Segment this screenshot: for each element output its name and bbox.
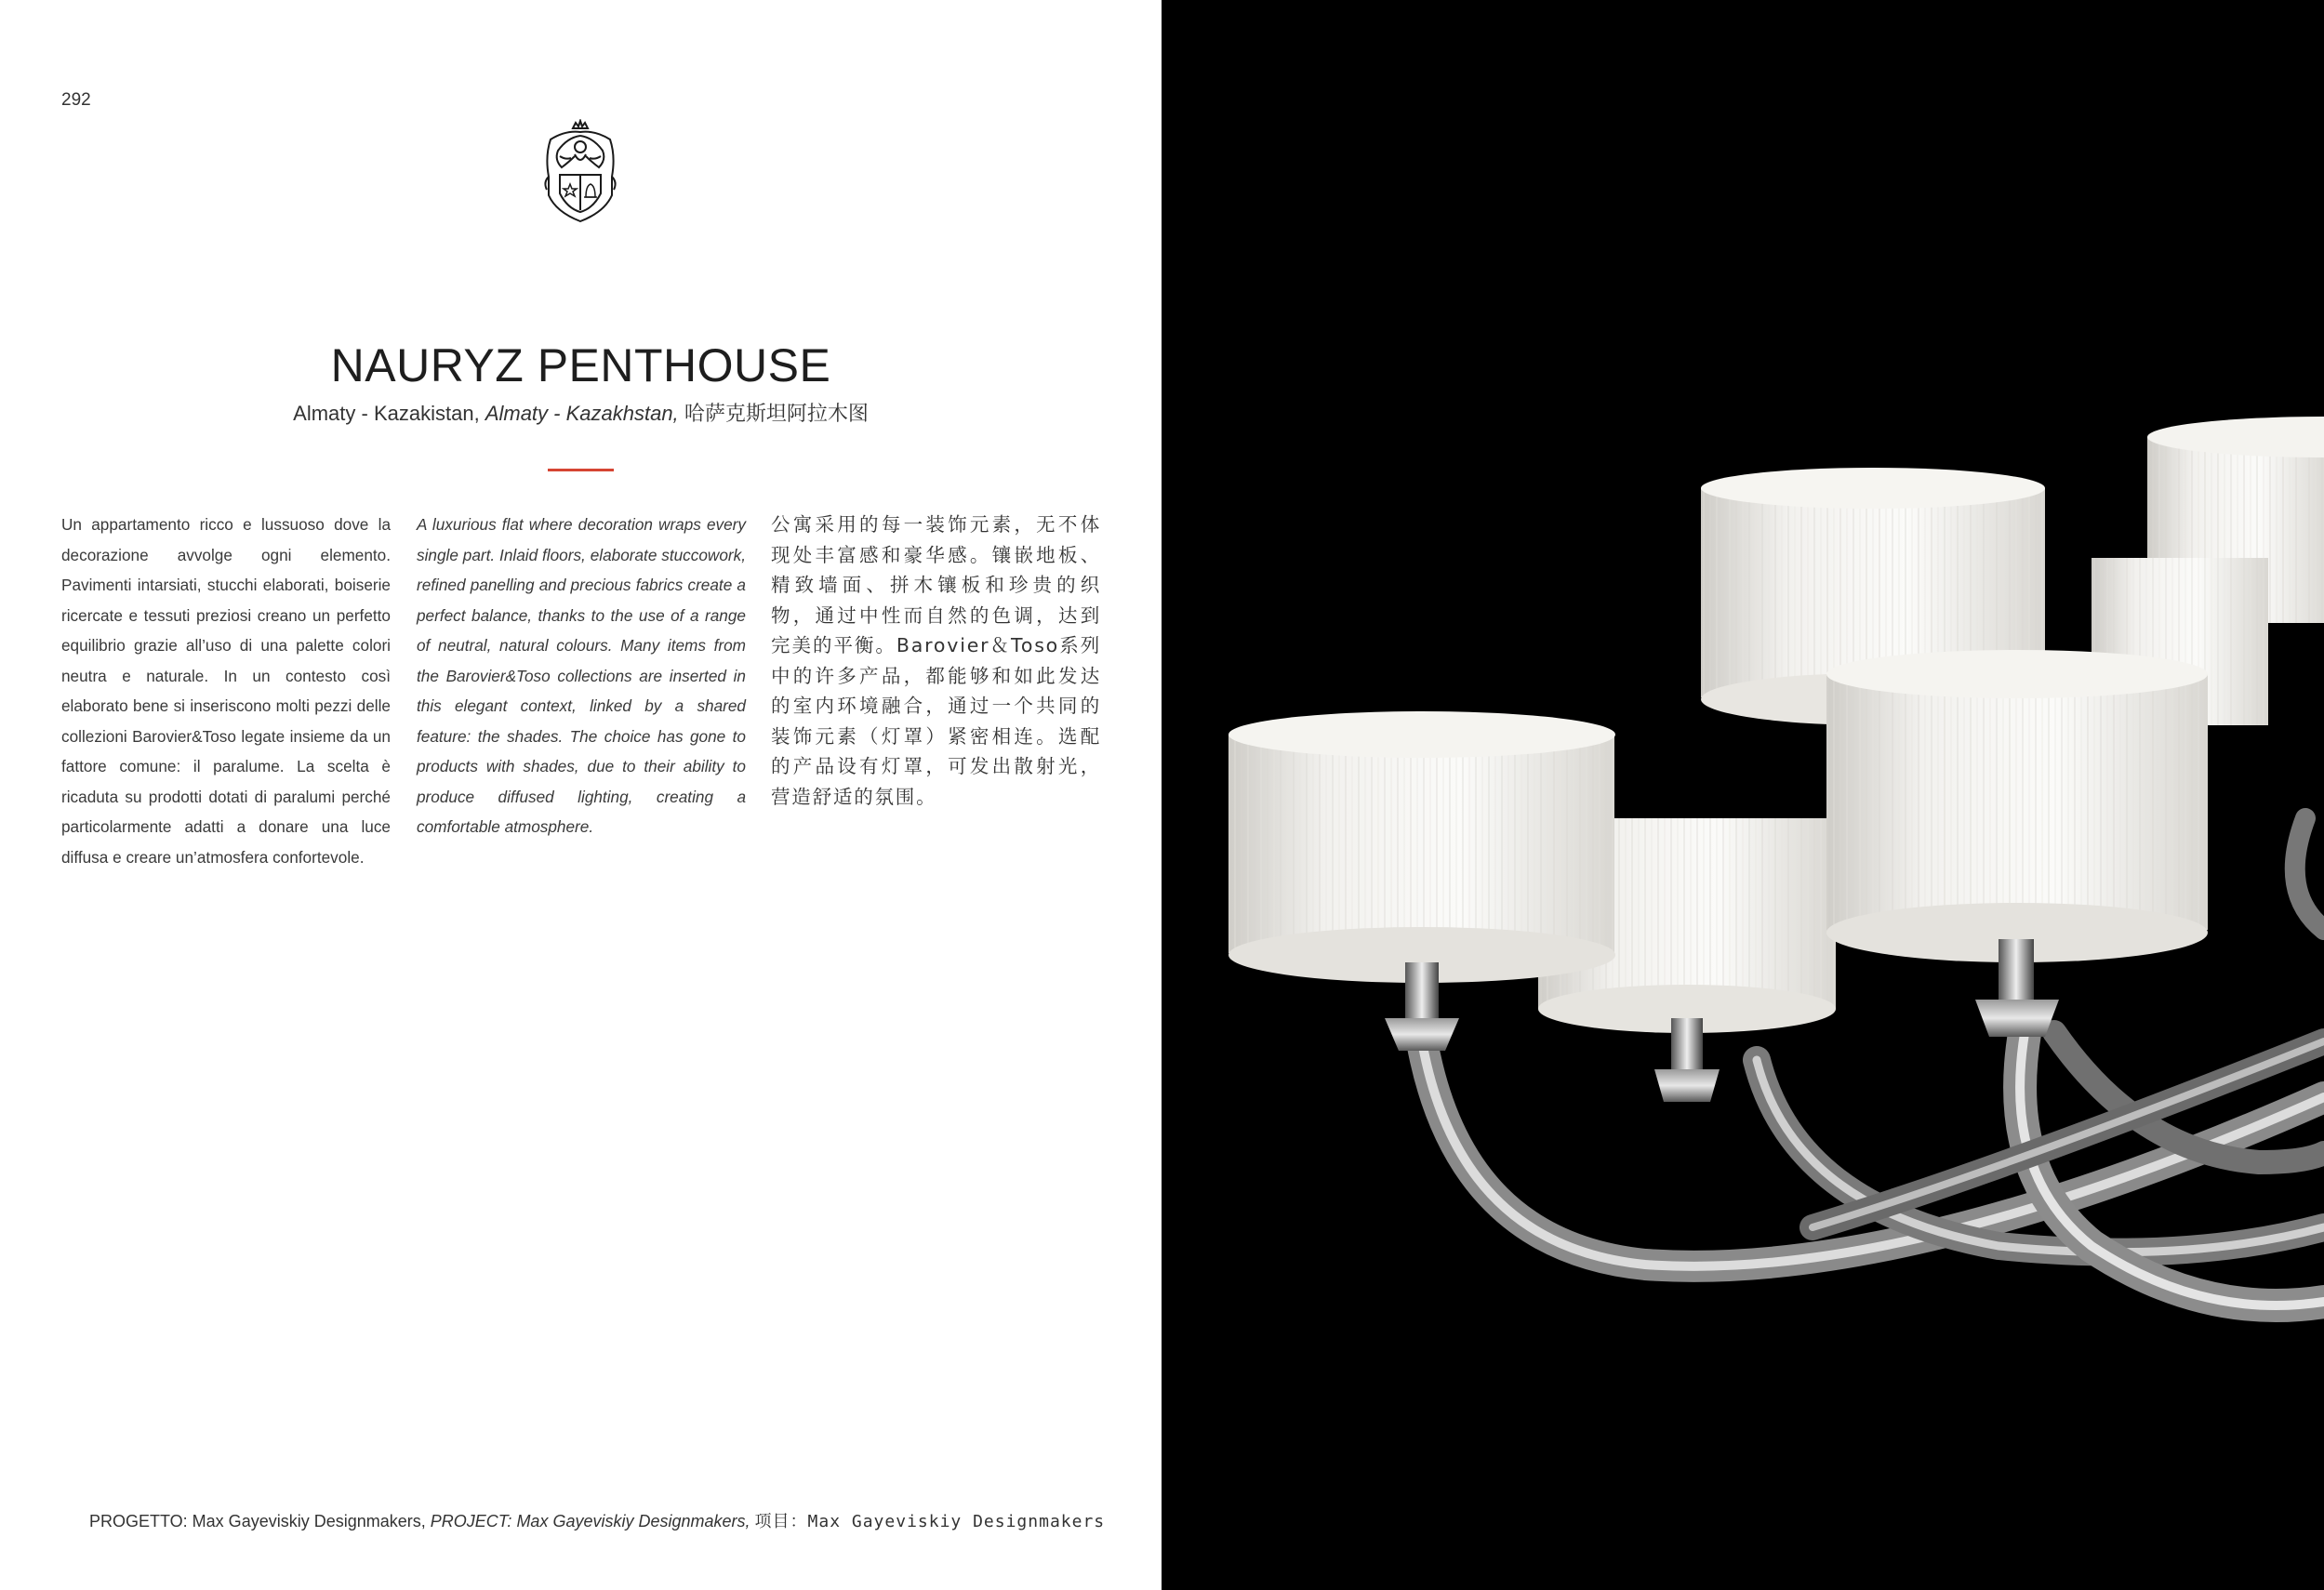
location-english: Almaty - Kazakhstan, — [485, 402, 679, 425]
project-credit — [89, 1508, 1105, 1532]
chandelier-photo-page — [1162, 0, 2324, 1590]
english-text-column: A luxurious flat where decoration wraps every single part. Inlaid floors, elaborate stuccowork, refined panelling and precious fabrics create a perfect balance, thanks to the use of a range of neutral, natural colours. Many items from the Barovier&Toso collections are inserted in this elegant context, linked by a shared feature: the shades. The choice has gone to products with shades, due to their ability to produce diffused lighting, creating a comfortable atmosphere. — [417, 515, 746, 836]
crest-logo-icon — [538, 119, 623, 225]
location-chinese: 哈萨克斯坦阿拉木图 — [684, 402, 869, 425]
location-subtitle — [0, 398, 1162, 427]
chandelier-photo — [1162, 0, 2324, 1590]
credit-italian: PROGETTO: Max Gayeviskiy Designmakers, — [89, 1512, 426, 1530]
credit-chinese: 项目：Max Gayeviskiy Designmakers — [754, 1512, 1106, 1531]
lamp-shade-front-left — [1228, 711, 1615, 983]
page-number: 292 — [61, 90, 91, 110]
location-italian: Almaty - Kazakistan, — [293, 402, 480, 425]
project-title: NAURYZ PENTHOUSE — [330, 339, 831, 391]
credit-english: PROJECT: Max Gayeviskiy Designmakers, — [430, 1512, 750, 1530]
chinese-text-column: 公寓采用的每一装饰元素，无不体现处丰富感和豪华感。镶嵌地板、精致墙面、拼木镶板和珍贵的织物，通过中性而自然的色调，达到完美的平衡。Barovier＆Toso系列中的许多产品，都能够和如此发达的室内环境融合，通过一个共同的装饰元素（灯罩）紧密相连。选配的产品设有灯罩，可发出散射光，营造舒适的氛围。 — [771, 513, 1101, 808]
lamp-shade-front-middle — [1826, 650, 2208, 962]
italian-text-column: Un appartamento ricco e lussuoso dove la decorazione avvolge ogni elemento. Pavimenti intarsiati, stucchi elaborati, boiserie ricercate e tessuti preziosi creano un perfetto equilibrio grazie all’uso di una palette colori neutra e naturale. In un contesto così elaborato bene si inseriscono molti pezzi delle collezioni Barovier&Toso legate insieme da un fattore comune: il paralume. La scelta è ricaduta su prodotti dotati di paralumi perché particolarmente adatti a donare una luce diffusa e creare un’atmosfera confortevole. — [61, 515, 391, 867]
accent-divider — [548, 469, 614, 471]
